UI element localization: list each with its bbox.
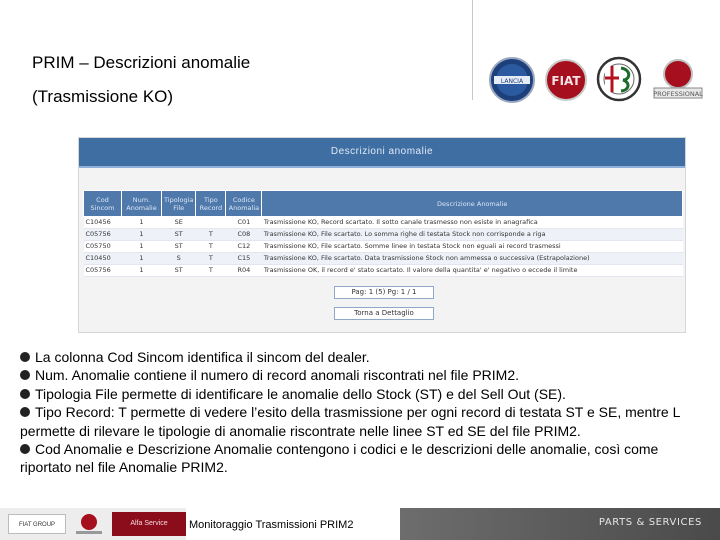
anomalies-table: [83, 190, 683, 277]
cell-descrizione: Trasmissione KO, File scartato. Somme linee in testata Stock non eguali ai record trasmessi: [262, 241, 683, 253]
cell-tipologia-file: ST: [162, 229, 196, 241]
cell-cod-sincom: C10450: [84, 253, 122, 265]
app-screenshot: [78, 137, 686, 333]
slide-title: [32, 46, 250, 114]
pagination-control[interactable]: Pag: 1 (5) Pg: 1 / 1: [334, 286, 434, 299]
footer-bar: [0, 508, 720, 540]
cell-descrizione: Trasmissione KO, File scartato. Lo somma righe di testata Stock non corrisponde a riga: [262, 229, 683, 241]
fiat-group-logo: FIAT GROUP: [8, 514, 66, 534]
brand-logos: [488, 52, 710, 104]
column-header-codice-anomalia[interactable]: Codice Anomalia: [226, 191, 262, 217]
table-row[interactable]: [84, 217, 683, 229]
cell-codice-anomalia: C15: [226, 253, 262, 265]
cell-tipologia-file: S: [162, 253, 196, 265]
back-to-detail-button[interactable]: Torna a Dettaglio: [334, 307, 434, 320]
bullet-dot-icon: [20, 407, 30, 417]
lancia-logo-icon: [488, 56, 536, 104]
bullet-text: Cod Anomalie e Descrizione Anomalie contengono i codici e le descrizioni delle anomalie, così come riportato nel file Anomalie PRIM2.: [20, 441, 659, 476]
cell-tipologia-file: ST: [162, 265, 196, 277]
column-header-num-anomalie[interactable]: Num. Anomalie: [122, 191, 162, 217]
alfa-romeo-logo-icon: [596, 56, 642, 102]
bullet-item: [20, 385, 692, 403]
parts-services-brand: PARTS & SERVICES: [598, 517, 702, 528]
cell-codice-anomalia: C01: [226, 217, 262, 229]
svg-text:LANCIA: LANCIA: [500, 78, 524, 85]
bullet-list: [20, 348, 692, 477]
footer-logos: [0, 508, 190, 540]
cell-num-anomalie: 1: [122, 241, 162, 253]
cell-tipologia-file: SE: [162, 217, 196, 229]
footer-brand-area: [400, 508, 720, 540]
column-header-descrizione-anomalie[interactable]: Descrizione Anomalie: [262, 191, 683, 217]
cell-descrizione: Trasmissione KO, Record scartato. Il sotto canale trasmesso non esiste in anagrafica: [262, 217, 683, 229]
cell-descrizione: Trasmissione KO, File scartato. Data trasmissione Stock non ammessa o successiva (Estrapolazione): [262, 253, 683, 265]
cell-cod-sincom: C05750: [84, 241, 122, 253]
cell-codice-anomalia: R04: [226, 265, 262, 277]
table-row[interactable]: [84, 265, 683, 277]
title-divider: [472, 0, 473, 100]
cell-descrizione: Trasmissione OK, il record e' stato scartato. Il valore della quantita' e' negativo o eccede il limite: [262, 265, 683, 277]
bullet-item: [20, 348, 692, 366]
cell-num-anomalie: 1: [122, 217, 162, 229]
bullet-item: [20, 366, 692, 384]
bullet-dot-icon: [20, 389, 30, 399]
fiat-professional-logo-icon: [652, 58, 704, 100]
bullet-item: [20, 440, 692, 477]
cell-cod-sincom: C05756: [84, 265, 122, 277]
table-row[interactable]: [84, 253, 683, 265]
column-header-cod-sincom[interactable]: Cod Sincom: [84, 191, 122, 217]
cell-codice-anomalia: C08: [226, 229, 262, 241]
column-header-tipo-record[interactable]: Tipo Record: [196, 191, 226, 217]
cell-cod-sincom: C05756: [84, 229, 122, 241]
cell-num-anomalie: 1: [122, 265, 162, 277]
alfa-service-logo: Alfa Service: [112, 512, 186, 536]
bullet-dot-icon: [20, 370, 30, 380]
footer-title: Monitoraggio Trasmissioni PRIM2: [186, 508, 400, 540]
fiat-service-logo-icon: [72, 512, 106, 536]
cell-tipo-record: T: [196, 253, 226, 265]
screenshot-header: [79, 138, 685, 168]
bullet-item: [20, 403, 692, 440]
table-row[interactable]: [84, 241, 683, 253]
table-header-row: [84, 191, 683, 217]
bullet-dot-icon: [20, 444, 30, 454]
title-line-2: (Trasmissione KO): [32, 87, 174, 106]
bullet-text: Tipo Record: T permette di vedere l’esito della trasmissione per ogni record di testata ST e SE, mentre L permette di rilevare le tipologie di anomalie riscontrate nelle linee ST ed SE del file PRIM2.: [20, 404, 680, 439]
svg-text:PROFESSIONAL: PROFESSIONAL: [653, 90, 703, 98]
column-header-tipologia-file[interactable]: Tipologia File: [162, 191, 196, 217]
cell-tipo-record: T: [196, 229, 226, 241]
table-row[interactable]: [84, 229, 683, 241]
cell-tipologia-file: ST: [162, 241, 196, 253]
cell-tipo-record: T: [196, 265, 226, 277]
screenshot-header-title: Descrizioni anomalie: [330, 146, 434, 157]
cell-num-anomalie: 1: [122, 253, 162, 265]
fiat-logo-icon: [544, 58, 588, 102]
cell-tipo-record: T: [196, 241, 226, 253]
cell-tipo-record: [196, 217, 226, 229]
bullet-text: La colonna Cod Sincom identifica il sincom del dealer.: [35, 349, 370, 365]
title-line-1: PRIM – Descrizioni anomalie: [32, 53, 251, 72]
cell-cod-sincom: C10456: [84, 217, 122, 229]
svg-text:FIAT: FIAT: [551, 74, 581, 88]
cell-codice-anomalia: C12: [226, 241, 262, 253]
bullet-text: Tipologia File permette di identificare le anomalie dello Stock (ST) e del Sell Out (SE).: [35, 385, 566, 402]
bullet-text: Num. Anomalie contiene il numero di record anomali riscontrati nel file PRIM2.: [35, 367, 519, 384]
cell-num-anomalie: 1: [122, 229, 162, 241]
bullet-dot-icon: [20, 352, 30, 362]
